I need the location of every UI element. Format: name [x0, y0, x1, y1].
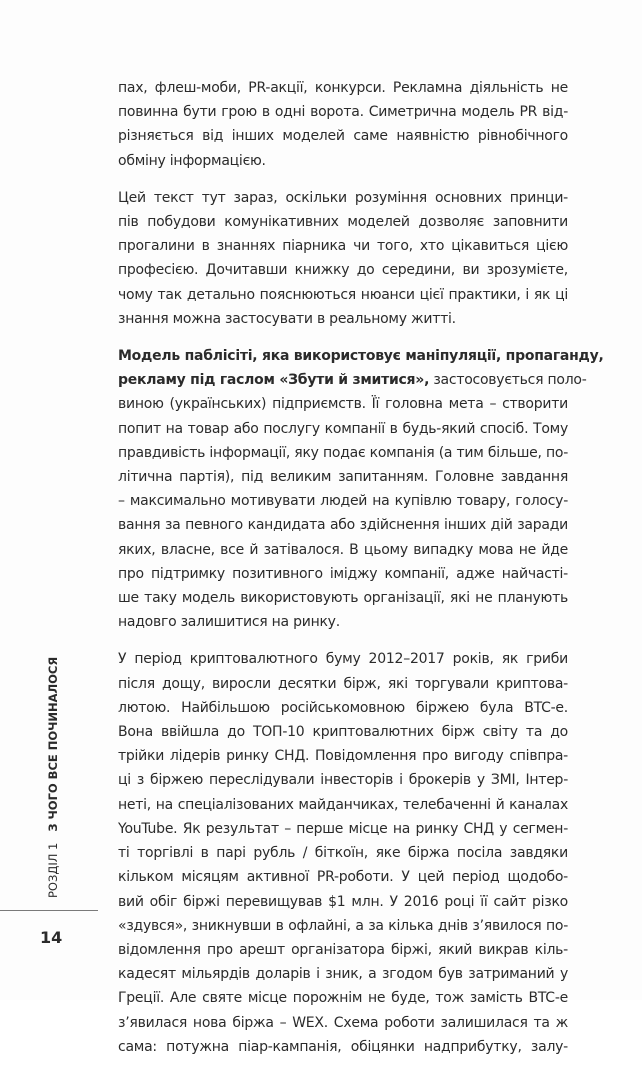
- text-line: YouTube. Як результат – перше місце на ринку СНД у сегмен-: [118, 820, 568, 837]
- page-number: 14: [40, 928, 63, 947]
- text-line: з’явилася нова біржа – WEX. Схема роботи залишилася та ж: [118, 1014, 568, 1031]
- text-line: повинна бути грою в одні ворота. Симетрична модель PR від-: [118, 104, 568, 121]
- paragraph-4: [118, 647, 568, 1058]
- bold-phrase: рекламу під гаслом «Збути й змитися»,: [118, 372, 430, 389]
- text-line: ті торгівлі в парі рубль / біткоїн, яке біржа посіла завдяки: [118, 845, 568, 862]
- paragraph-3: [118, 344, 604, 634]
- text-line: Греції. Але святе місце порожнім не буде, тож замість BTC-e: [118, 990, 568, 1007]
- text-line: відомлення про арешт організатора біржі, який викрав кіль-: [118, 941, 568, 958]
- text-line: виною (українських) підприємств. Її головна мета – створити: [118, 396, 568, 413]
- text-line: пів побудови комунікативних моделей дозволяє заповнити: [118, 214, 568, 231]
- bold-text-line: Модель паблісіті, яка використовує маніпуляції, пропаганду,: [118, 348, 604, 365]
- text-line: після дощу, виросли десятки бірж, які торгували криптова-: [118, 675, 568, 692]
- text-line: трійки лідерів ринку СНД. Повідомлення про вигоду співпра-: [118, 748, 568, 765]
- text-line: яких, власне, все й затівалося. В цьому випадку мова не йде: [118, 541, 568, 558]
- text-line: обміну інформацією.: [118, 152, 266, 169]
- text-line: ці з біржею переслідували інвесторів і брокерів у ЗМІ, Інтер-: [118, 772, 568, 789]
- chapter-title: З ЧОГО ВСЕ ПОЧИНАЛОСЯ: [46, 656, 60, 832]
- text-line: вання за певного кандидата або здійснення інших дій заради: [118, 517, 568, 534]
- text-line: знання можна застосувати в реальному житті.: [118, 310, 456, 327]
- text-line: правдивість інформації, яку подає компанія (а тим більше, по-: [118, 444, 568, 461]
- text-line: лютою. Найбільшою російськомовною біржею була BTC-e.: [118, 699, 568, 716]
- text-run: застосовується поло-: [429, 372, 587, 389]
- divider: [0, 910, 98, 911]
- text-line: Вона ввійшла до ТОП-10 криптовалютних бірж світу та до: [118, 724, 568, 741]
- text-line: надовго залишитися на ринку.: [118, 614, 340, 631]
- text-line: У період криптовалютного буму 2012–2017 років, як гриби: [118, 651, 568, 668]
- paragraph-2: [118, 186, 568, 331]
- paragraph-1: [118, 76, 568, 173]
- text-line: [118, 368, 587, 392]
- text-line: кадесят мільярдів доларів і зник, а згодом був затриманий у: [118, 966, 568, 983]
- text-line: прогалини в знаннях піарника чи того, хто цікавиться цією: [118, 238, 568, 255]
- text-line: різняється від інших моделей саме наявністю рівнобічного: [118, 128, 568, 145]
- body-text: [118, 76, 604, 1072]
- running-header: [46, 656, 76, 898]
- text-line: пах, флеш-моби, PR-акції, конкурси. Рекламна діяльність не: [118, 80, 568, 96]
- text-line: чому так детально пояснюються нюанси цієї практики, і як ці: [118, 286, 568, 303]
- text-line: ше таку модель використовують організації, які не планують: [118, 590, 568, 607]
- text-line: сама: потужна піар-кампанія, обіцянки надприбутку, залу-: [118, 1038, 568, 1055]
- text-line: Цей текст тут зараз, оскільки розуміння основних принци-: [118, 189, 568, 206]
- text-line: про підтримку позитивного іміджу компанії, адже найчасті-: [118, 565, 568, 582]
- section-label: РОЗДІЛ 1: [46, 842, 60, 898]
- text-line: неті, на спеціалізованих майданчиках, телебаченні й каналах: [118, 796, 568, 813]
- text-line: вий обіг біржі перевищував $1 млн. У 2016 році її сайт різко: [118, 893, 568, 910]
- text-line: попит на товар або послугу компанії в будь-який спосіб. Тому: [118, 420, 568, 437]
- text-line: професією. Дочитавши книжку до середини, ви зрозумієте,: [118, 262, 568, 279]
- text-line: – максимально мотивувати людей на купівлю товару, голосу-: [118, 493, 568, 510]
- text-line: «здувся», зникнувши в офлайні, а за кілька днів з’явилося по-: [118, 917, 568, 934]
- text-line: літична партія), під великим запитанням. Головне завдання: [118, 469, 568, 486]
- text-line: кільком місяцям активної PR-роботи. У цей період щодобо-: [118, 869, 568, 886]
